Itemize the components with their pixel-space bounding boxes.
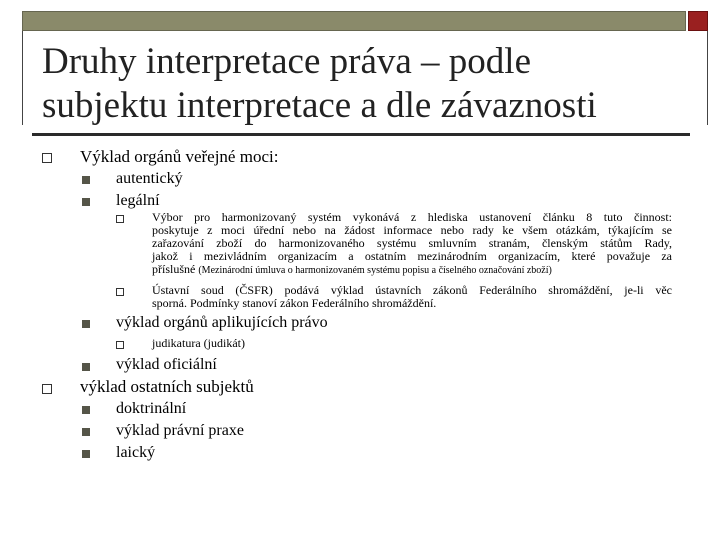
filled-square-bullet-icon [82,320,90,328]
filled-square-bullet-icon [82,406,90,414]
list-item-oficialni: výklad oficiální [116,356,217,373]
paragraph-vybor: Výbor pro harmonizovaný systém vykonává z hlediska ustanovení článku 8 tuto činnost: poskytuje z moci úřední nebo na žádost informace nebo rady ke všem otázkám, týkajícím se zařazování zboží do harmonizovaného systému smluvním stranám, členským státům Rady, jakož i mezivládním organizacím a ostatním mezinárodním organizacím, které považuje za příslušné (Mezinárodní úmluva o harmonizovaném systému popisu a číselného označování zboží) [152,210,672,276]
hollow-square-bullet-icon [42,153,52,163]
title-divider [32,133,690,136]
hollow-square-bullet-icon [116,341,124,349]
corner-square [688,11,708,31]
title-line-2: subjektu interpretace a dle závaznosti [42,85,597,126]
list-item-doktrinalni: doktrinální [116,400,187,417]
header-bar [22,11,686,31]
list-item-legalni: legální [116,192,160,209]
frame-line-left [22,31,23,125]
hollow-square-bullet-icon [116,215,124,223]
frame-line-right [707,31,708,125]
filled-square-bullet-icon [82,176,90,184]
list-item-judikatura: judikatura (judikát) [152,336,245,350]
filled-square-bullet-icon [82,198,90,206]
list-item-laicky: laický [116,444,156,461]
title-line-1: Druhy interpretace práva – podle [42,41,532,82]
list-item-vyklad-organu: Výklad orgánů veřejné moci: [80,147,279,166]
list-item-aplikujicich: výklad orgánů aplikujících právo [116,314,328,331]
filled-square-bullet-icon [82,428,90,436]
list-item-ostatnich: výklad ostatních subjektů [80,377,254,396]
list-item-pravni-praxe: výklad právní praxe [116,422,244,439]
slide-title [42,40,692,128]
source-note: (Mezinárodní úmluva o harmonizovaném systému popisu a číselného označování zboží) [198,265,552,276]
filled-square-bullet-icon [82,450,90,458]
paragraph-ustavni-soud: Ústavní soud (ČSFR) podává výklad ústavních zákonů Federálního shromáždění, je-li věc sporná. Podmínky stanoví zákon Federálního shromáždění. [152,283,672,310]
hollow-square-bullet-icon [42,384,52,394]
hollow-square-bullet-icon [116,288,124,296]
list-item-autenticky: autentický [116,170,183,187]
filled-square-bullet-icon [82,363,90,371]
